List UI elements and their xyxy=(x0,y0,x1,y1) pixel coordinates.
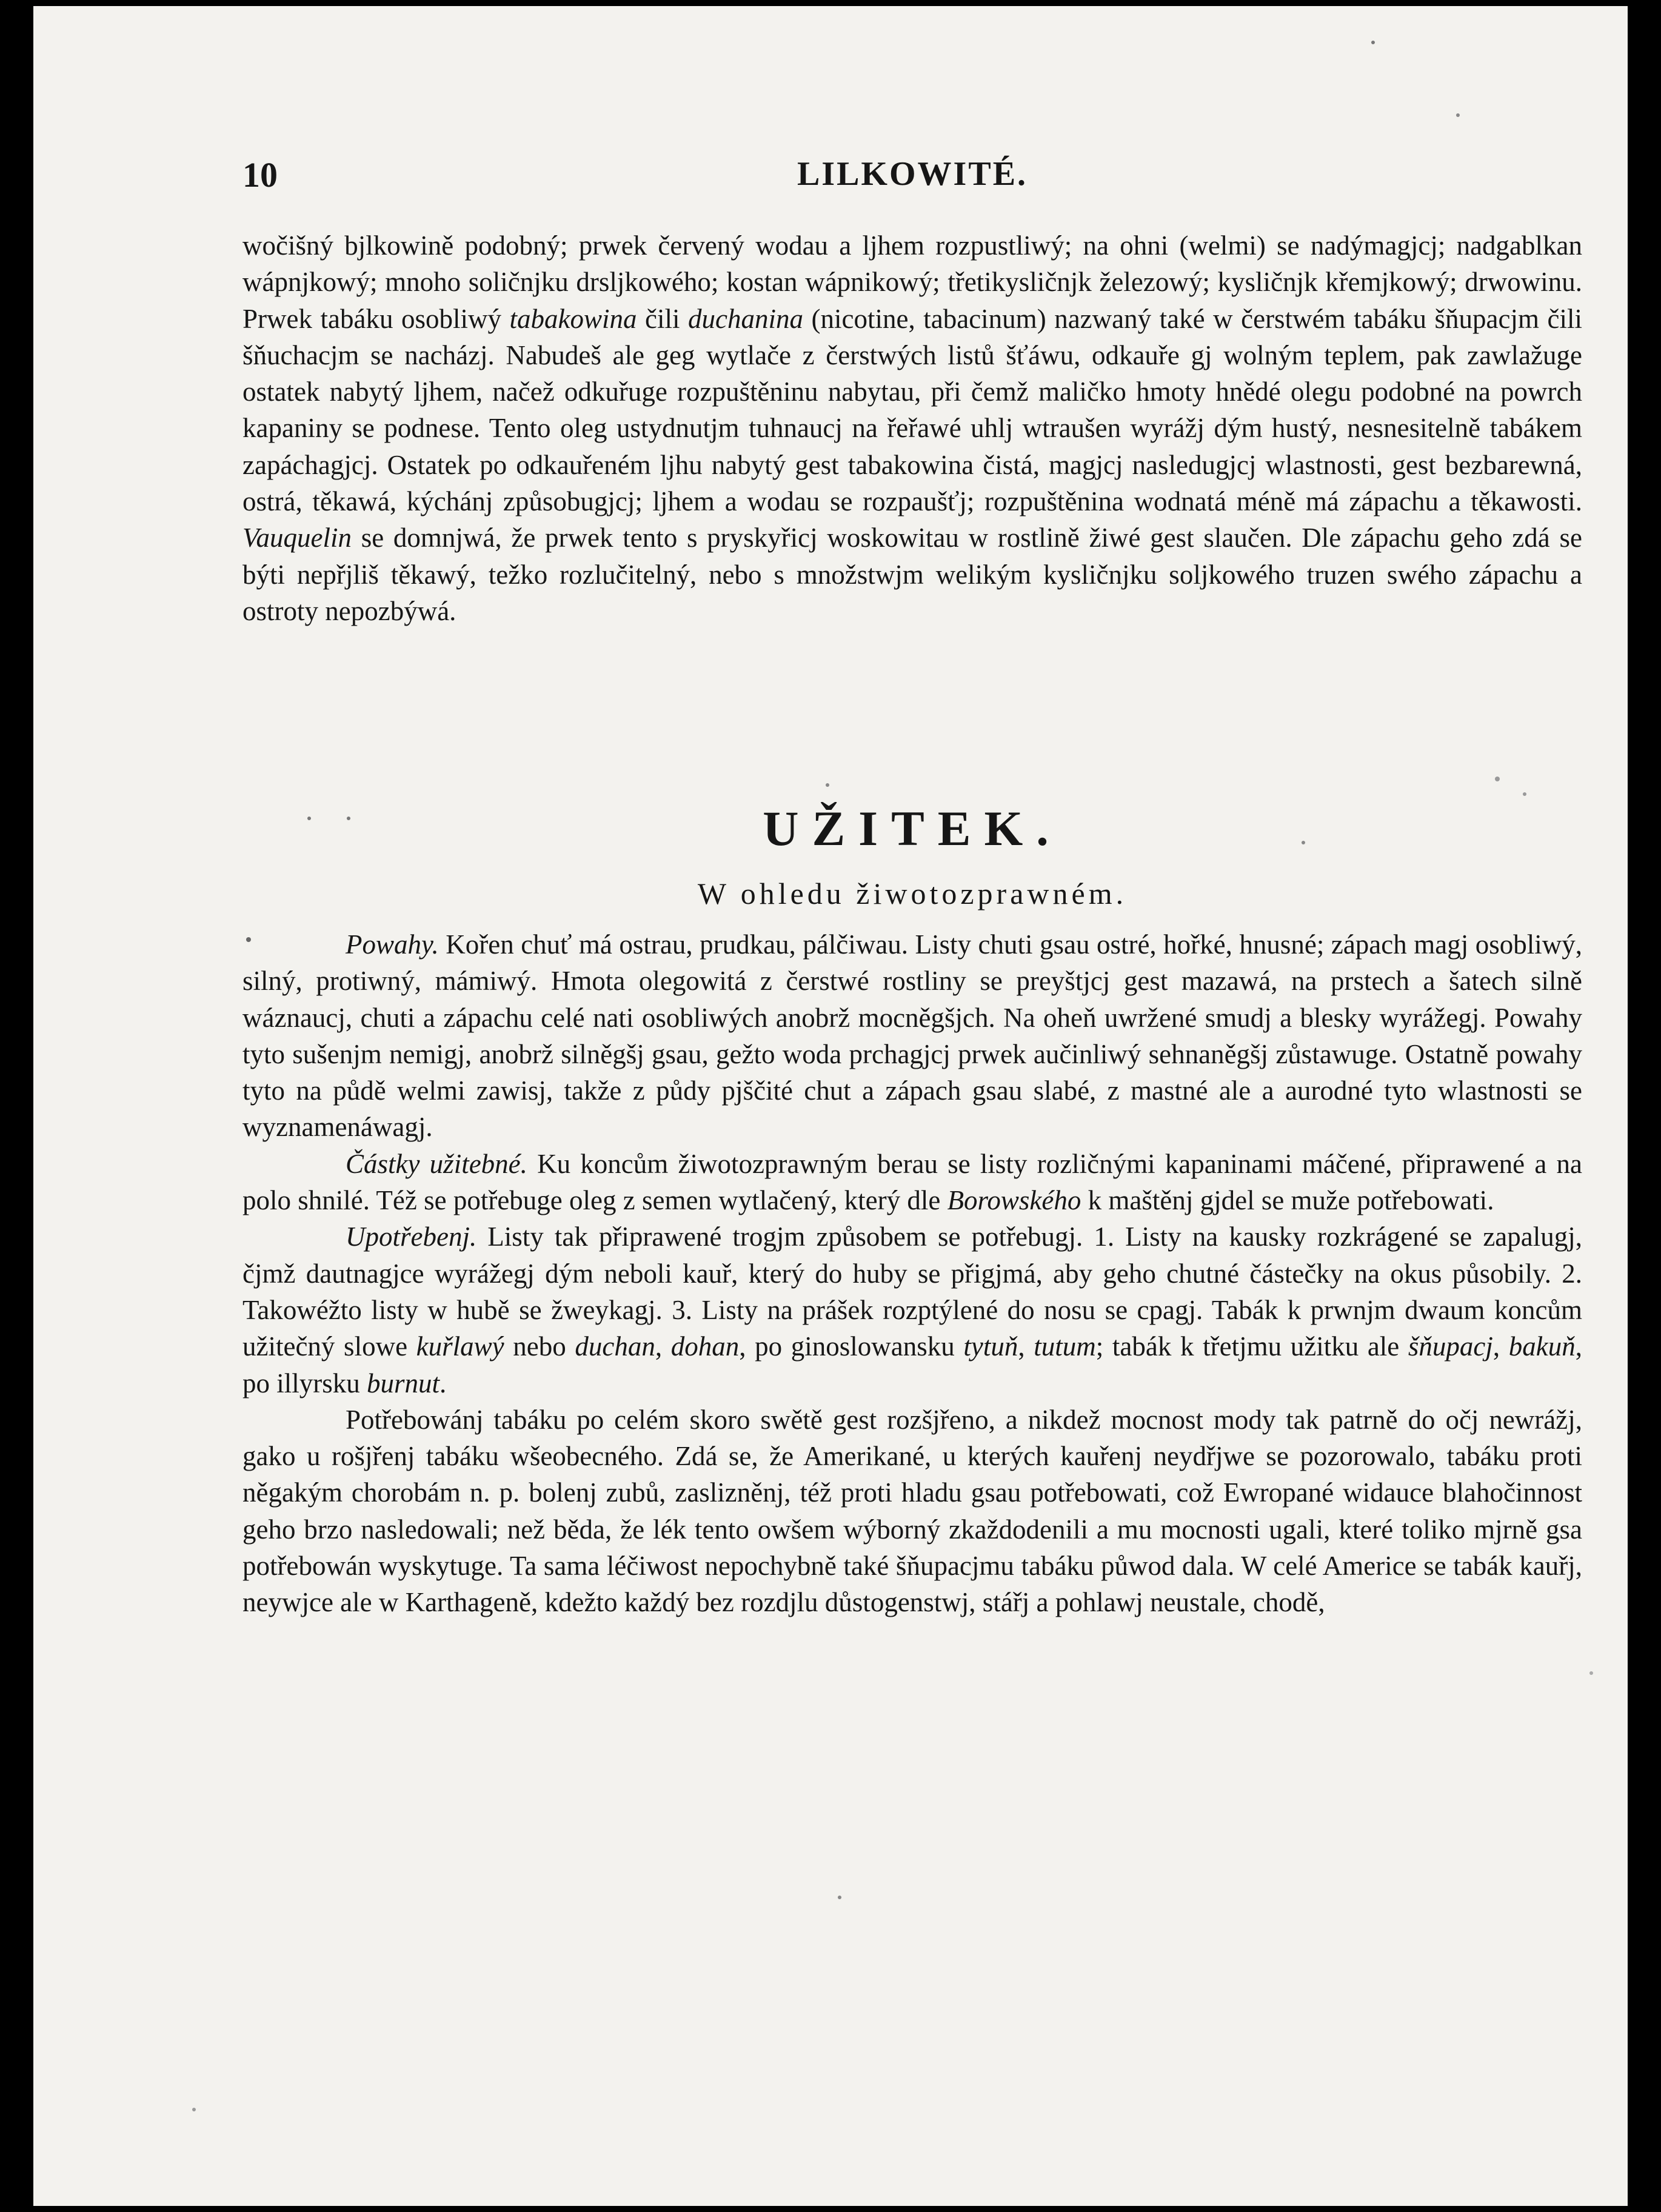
intro-paragraph xyxy=(242,227,1582,629)
term-dohan: dohan xyxy=(670,1331,740,1362)
section-subtitle: W ohledu žiwotozprawném. xyxy=(697,877,1128,911)
name-borowskeho: Borowského xyxy=(947,1185,1081,1216)
separator-1: , xyxy=(655,1331,671,1362)
term-duchan: duchan xyxy=(575,1331,655,1362)
text-castky-1: Ku koncům žiwotozprawným berau se listy rozličnými kapaninami máčené, připrawené a na polo shnilé. Též se potřebuge oleg z semen wytlačený, který dle xyxy=(242,1148,1582,1216)
paragraph-castky xyxy=(242,1146,1582,1219)
term-tutum: tutum xyxy=(1034,1331,1096,1362)
term-snupacj: šňupacj xyxy=(1408,1331,1493,1362)
text-powahy: Kořen chuť má ostrau, prudkau, pálčiwau. Listy chuti gsau ostré, hořké, hnusné; zápach magj osobliwý, silný, protiwný, mámiwý. Hmota olegowitá z čerstwé rostliny se preyštjcj gest mazawá, na prstech a šatech silně wáznaucj, chuti a zápachu celé nati osobliwých anobrž mocněgšjch. Na oheň uwržené smudj a blesky wyrážegj. Powahy tyto sušenjm nemigj, anobrž silněgšj gsau, gežto woda prchagjcj prwek aučinliwý sehnaněgšj zůstawuge. Ostatně powahy tyto na půdě welmi zawisj, takže z půdy pjščité chut a zápach gsau slabé, z mastné ale a aurodné tyto wlastnosti se wyznamenáwagj. xyxy=(242,929,1582,1143)
text-upotrebenj-3: , po ginoslowansku xyxy=(739,1331,964,1362)
paragraph-powahy xyxy=(242,926,1582,1146)
intro-text-3: (nicotine, tabacinum) nazwaný také w čerstwém tabáku šňupacjm čili šňuchacjm se nacházj. Nabudeš ale geg wytlače z čerstwých listů šťáwu, odkauře gj wolným teplem, pak zawlažuge ostatek nabytý ljhem, načež odkuřuge rozpuštěninu nabytau, při čemž maličko hmoty hnědé olegu podobné na powrch kapaniny se podnese. Tento oleg ustydnutjm tuhnaucj na řeřawé uhlj wtraušen wyrážj dým hustý, nesnesitelně tabákem zapáchagjcj. Ostatek po odkauřeném ljhu nabytý gest tabakowina čistá, magjcj nasledugjcj wlastnosti, gest bezbarewná, ostrá, těkawá, kýchánj způsobugjcj; ljhem a wodau se rozpaušťj; rozpuštěnina wodnatá méně má zápachu a těkawosti. xyxy=(242,303,1582,517)
text-castky-2: k maštěnj gjdel se muže potřebowati. xyxy=(1081,1185,1494,1216)
section-title: UŽITEK. xyxy=(763,801,1062,856)
main-text xyxy=(242,926,1582,1621)
book-page xyxy=(33,6,1628,2206)
intro-text-4: se domnjwá, že prwek tento s pryskyřicj woskowitau w rostlině žiwé gest slaučen. Dle zápachu geho zdá se býti nepřjliš těkawý, težko rozlučitelný, nebo s množstwjm welikým kysličnjku soljkowého truzen swého zápachu a ostroty nepozbýwá. xyxy=(242,523,1582,626)
term-duchanina: duchanina xyxy=(688,303,804,334)
text-upotrebenj-4: ; tabák k třetjmu užitku ale xyxy=(1095,1331,1408,1362)
text-upotrebenj-2: nebo xyxy=(504,1331,575,1362)
separator-3: , xyxy=(1492,1331,1509,1362)
term-kurlawy: kuřlawý xyxy=(416,1331,504,1362)
page-header xyxy=(242,149,1582,203)
text-upotrebenj-end: . xyxy=(439,1368,447,1398)
term-bakun: bakuň xyxy=(1508,1331,1576,1362)
running-title: LILKOWITÉ. xyxy=(797,155,1028,193)
term-tabakowina: tabakowina xyxy=(509,303,637,334)
paragraph-upotrebenj xyxy=(242,1218,1582,1401)
term-tytun: tytuň xyxy=(963,1331,1018,1362)
lead-powahy: Powahy. xyxy=(346,929,439,960)
intro-text-2: čili xyxy=(637,303,689,334)
text-upotrebenj-1: Listy tak připrawené trogjm způsobem se potřebugj. 1. Listy na kausky rozkrágené se zapalugj, čjmž dautnagjce wyrážegj dým neboli kauř, který do huby se přigjmá, aby geho chutné částečky na okus působily. 2. Takowéžto listy w hubě se žweykagj. 3. Listy na prášek rozptýlené do nosu se cpagj. Tabák k prwnjm dwaum koncům užitečný slowe xyxy=(242,1221,1582,1362)
text-upotrebenj-5: , po illyrsku xyxy=(242,1331,1583,1398)
term-burnut: burnut xyxy=(367,1368,440,1398)
lead-castky: Částky užitebné. xyxy=(346,1148,527,1179)
intro-text-1: wočišný bjlkowině podobný; prwek červený wodau a ljhem rozpustliwý; na ohni (welmi) se nadýmagjcj; nadgablkan wápnjkowý; mnoho soličnjku drsljkowého; kostan wápnikowý; třetikysličnjk železowý; kysličnjk křemjkowý; drwowinu. Prwek tabáku osobliwý xyxy=(242,230,1582,334)
page-number: 10 xyxy=(242,155,278,195)
separator-2: , xyxy=(1018,1331,1034,1362)
paragraph-potrebowanj: Potřebowánj tabáku po celém skoro swětě gest rozšjřeno, a nikdež mocnost mody tak patrně do očj newrážj, gako u rošjřenj tabáku wšeobecného. Zdá se, že Amerikané, u kterých kauřenj neydřjwe se pozorowalo, tabáku proti něgakým chorobám n. p. bolenj zubů, zaslizněnj, též proti hladu gsau potřebowati, což Ewropané widauce blahočinnost geho brzo nasledowali; než běda, že lék tento owšem wýborný zkaždodenili a mu mocnosti ugali, které toliko mjrně gsa potřebowán wyskytuge. Ta sama léčiwost nepochybně také šňupacjmu tabáku půwod dala. W celé Americe se tabák kauřj, neywjce ale w Karthageně, kdežto každý bez rozdjlu důstogenstwj, stářj a pohlawj neustale, chodě, xyxy=(242,1404,1582,1618)
lead-upotrebenj: Upotřebenj. xyxy=(346,1221,477,1252)
author-vauquelin: Vauquelin xyxy=(242,523,352,553)
